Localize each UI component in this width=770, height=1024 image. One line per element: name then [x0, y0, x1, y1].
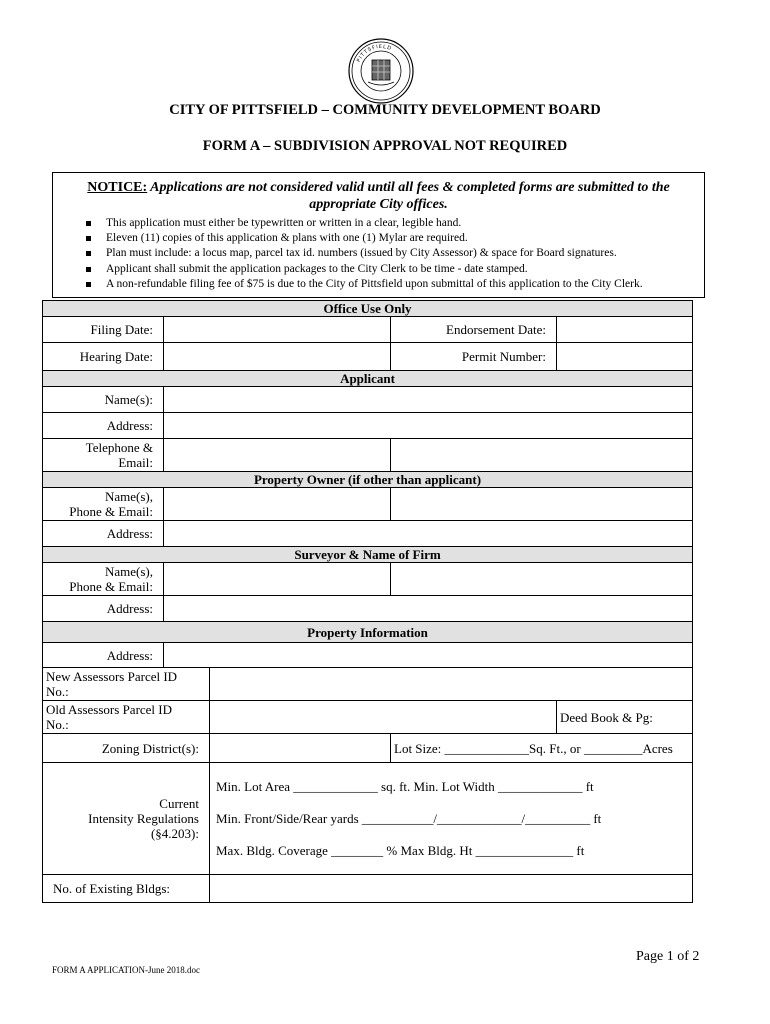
section-applicant: Applicant: [43, 371, 693, 387]
owner-phone-email-field[interactable]: [391, 488, 693, 521]
applicant-names-field[interactable]: [164, 387, 693, 413]
property-address-label: Address:: [43, 643, 164, 668]
max-coverage-field[interactable]: Max. Bldg. Coverage ________ % Max Bldg. Ht _______________ ft: [216, 843, 585, 858]
page-number: Page 1 of 2: [636, 949, 700, 964]
filing-date-label: Filing Date:: [43, 317, 164, 343]
min-lot-area-field[interactable]: Min. Lot Area _____________ sq. ft. Min. Lot Width _____________ ft: [216, 779, 594, 794]
surveyor-phone-email-field[interactable]: [391, 563, 693, 596]
hearing-date-field[interactable]: [164, 343, 391, 371]
file-name: FORM A APPLICATION-June 2018.doc: [52, 965, 201, 975]
endorsement-date-field[interactable]: [557, 317, 693, 343]
notice-label: NOTICE:: [87, 180, 148, 195]
form-subtitle: FORM A – SUBDIVISION APPROVAL NOT REQUIRED: [202, 138, 568, 154]
applicant-telephone-label: Telephone & Email:: [43, 439, 164, 472]
application-form-table: [42, 300, 693, 903]
permit-number-label: Permit Number:: [391, 343, 557, 371]
filing-date-field[interactable]: [164, 317, 391, 343]
applicant-address-label: Address:: [43, 413, 164, 439]
deed-book-field[interactable]: [557, 701, 693, 734]
old-parcel-id-field[interactable]: [210, 701, 557, 734]
existing-bldgs-field[interactable]: [210, 875, 693, 903]
property-address-field[interactable]: [164, 643, 693, 668]
new-parcel-id-field[interactable]: [210, 668, 693, 701]
notice-heading: [53, 179, 704, 213]
notice-box: [52, 172, 705, 298]
existing-bldgs-label: No. of Existing Bldgs:: [43, 875, 210, 903]
surveyor-names-label: Name(s), Phone & Email:: [43, 563, 164, 596]
applicant-address-field[interactable]: [164, 413, 693, 439]
applicant-telephone-field[interactable]: [164, 439, 391, 472]
notice-bullet: Applicant shall submit the application packages to the City Clerk to be time - date stamped.: [86, 262, 704, 277]
permit-number-field[interactable]: [557, 343, 693, 371]
notice-text: Applications are not considered valid until all fees & completed forms are submitted to the appropriate City offices.: [147, 180, 670, 212]
svg-text:PITTSFIELD: PITTSFIELD: [355, 43, 393, 64]
endorsement-date-label: Endorsement Date:: [391, 317, 557, 343]
section-property-owner: Property Owner (if other than applicant): [43, 472, 693, 488]
surveyor-names-field[interactable]: [164, 563, 391, 596]
deed-book-label: Deed Book & Pg:: [560, 709, 653, 725]
owner-address-field[interactable]: [164, 521, 693, 547]
form-title: CITY OF PITTSFIELD – COMMUNITY DEVELOPMENT BOARD: [169, 102, 601, 118]
notice-bullet: Plan must include: a locus map, parcel tax id. numbers (issued by City Assessor) & space for Board signatures.: [86, 246, 704, 261]
new-parcel-id-label: New Assessors Parcel ID No.:: [43, 668, 210, 701]
owner-names-field[interactable]: [164, 488, 391, 521]
surveyor-address-label: Address:: [43, 596, 164, 622]
owner-address-label: Address:: [43, 521, 164, 547]
section-office-use: Office Use Only: [43, 301, 693, 317]
zoning-district-label: Zoning District(s):: [43, 734, 210, 763]
lot-size-field[interactable]: Lot Size: _____________Sq. Ft., or _________Acres: [391, 734, 693, 763]
min-yards-field[interactable]: Min. Front/Side/Rear yards ___________/_____________/__________ ft: [216, 811, 602, 826]
hearing-date-label: Hearing Date:: [43, 343, 164, 371]
notice-list: [53, 216, 704, 292]
old-parcel-id-label: Old Assessors Parcel ID No.:: [43, 701, 210, 734]
city-seal-logo: [348, 38, 414, 104]
section-surveyor: Surveyor & Name of Firm: [43, 547, 693, 563]
section-property-information: Property Information: [43, 622, 693, 643]
applicant-names-label: Name(s):: [43, 387, 164, 413]
notice-bullet: Eleven (11) copies of this application & plans with one (1) Mylar are required.: [86, 231, 704, 246]
surveyor-address-field[interactable]: [164, 596, 693, 622]
applicant-email-field[interactable]: [391, 439, 693, 472]
zoning-district-field[interactable]: [210, 734, 391, 763]
intensity-regulations-fields[interactable]: [210, 763, 693, 875]
notice-bullet: A non-refundable filing fee of $75 is due to the City of Pittsfield upon submittal of this application to the City Clerk.: [86, 277, 704, 292]
owner-names-label: Name(s), Phone & Email:: [43, 488, 164, 521]
intensity-regulations-label: Current Intensity Regulations (§4.203):: [43, 763, 210, 875]
notice-bullet: This application must either be typewritten or written in a clear, legible hand.: [86, 216, 704, 231]
